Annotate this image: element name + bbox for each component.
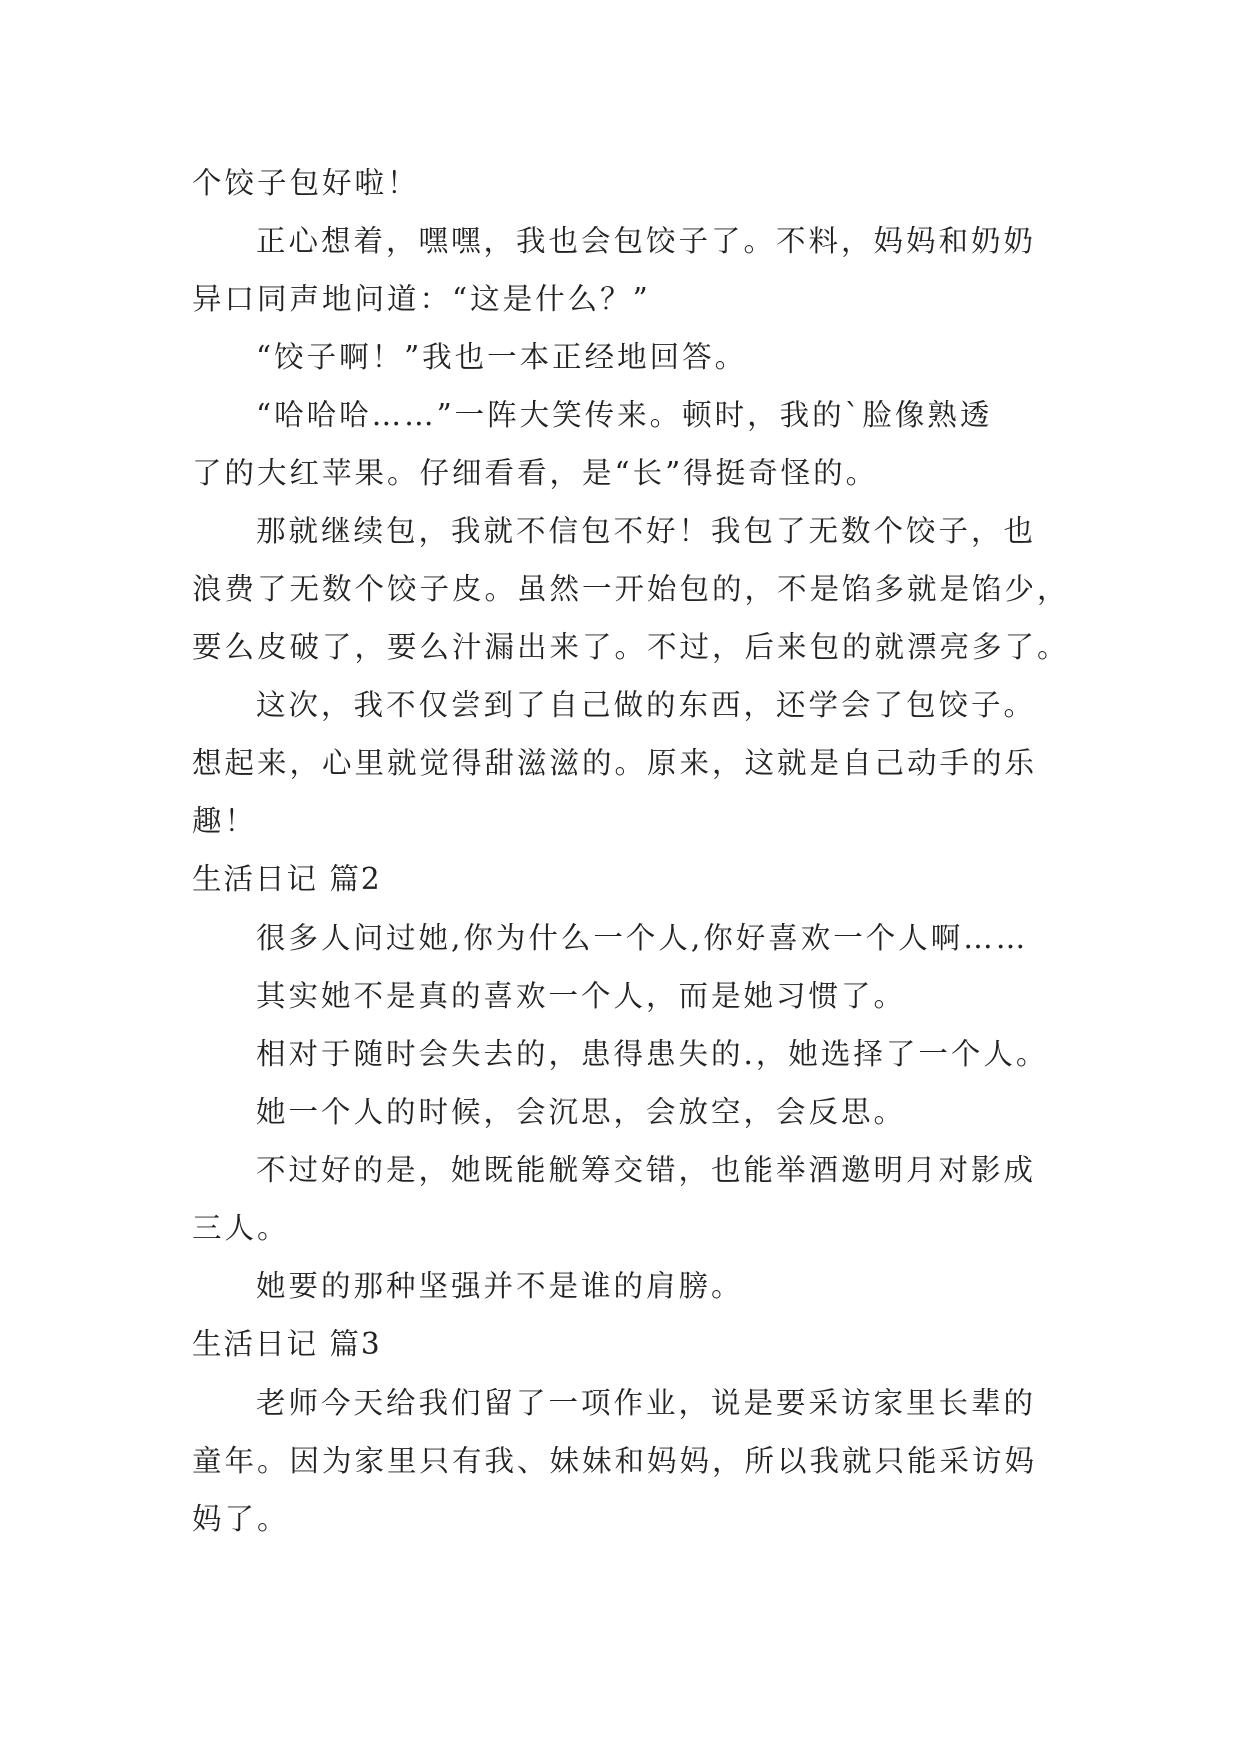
paragraph-line: 想起来，心里就觉得甜滋滋的。原来，这就是自己动手的乐 xyxy=(192,746,1038,780)
paragraph-line: 这次，我不仅尝到了自己做的东西，还学会了包饺子。 xyxy=(256,688,1037,722)
paragraph-line: 不过好的是，她既能觥筹交错，也能举酒邀明月对影成 xyxy=(256,1153,1037,1187)
paragraph-line: 很多人问过她,你为什么一个人,你好喜欢一个人啊…… xyxy=(256,921,1029,955)
paragraph-line: 那就继续包，我就不信包不好！我包了无数个饺子，也 xyxy=(256,514,1037,548)
paragraph-line: 她要的那种坚强并不是谁的肩膀。 xyxy=(256,1269,744,1303)
section-heading: 生活日记 篇2 xyxy=(192,862,382,896)
paragraph-line: 相对于随时会失去的，患得患失的.，她选择了一个人。 xyxy=(256,1037,1049,1071)
paragraph-line: “饺子啊！”我也一本正经地回答。 xyxy=(256,340,748,374)
paragraph-line: 童年。因为家里只有我、妹妹和妈妈，所以我就只能采访妈 xyxy=(192,1444,1038,1478)
paragraph-line: “哈哈哈……”一阵大笑传来。顿时，我的`脸像熟透 xyxy=(256,398,993,432)
paragraph-line: 个饺子包好啦！ xyxy=(192,166,420,200)
paragraph-line: 异口同声地问道：“这是什么？” xyxy=(192,282,651,316)
section-heading: 生活日记 篇3 xyxy=(192,1327,382,1361)
paragraph-line: 妈了。 xyxy=(192,1502,290,1536)
paragraph-line: 趣！ xyxy=(192,804,258,838)
paragraph-line: 她一个人的时候，会沉思，会放空，会反思。 xyxy=(256,1095,907,1129)
paragraph-line: 正心想着，嘿嘿，我也会包饺子了。不料，妈妈和奶奶 xyxy=(256,224,1037,258)
document-body xyxy=(192,154,1072,1548)
paragraph-line: 要么皮破了，要么汁漏出来了。不过，后来包的就漂亮多了。 xyxy=(192,630,1070,664)
paragraph-line: 其实她不是真的喜欢一个人，而是她习惯了。 xyxy=(256,979,907,1013)
paragraph-line: 了的大红苹果。仔细看看，是“长”得挺奇怪的。 xyxy=(192,456,879,490)
paragraph-line: 浪费了无数个饺子皮。虽然一开始包的，不是馅多就是馅少， xyxy=(192,572,1070,606)
paragraph-line: 老师今天给我们留了一项作业，说是要采访家里长辈的 xyxy=(256,1386,1037,1420)
paragraph-line: 三人。 xyxy=(192,1211,290,1245)
